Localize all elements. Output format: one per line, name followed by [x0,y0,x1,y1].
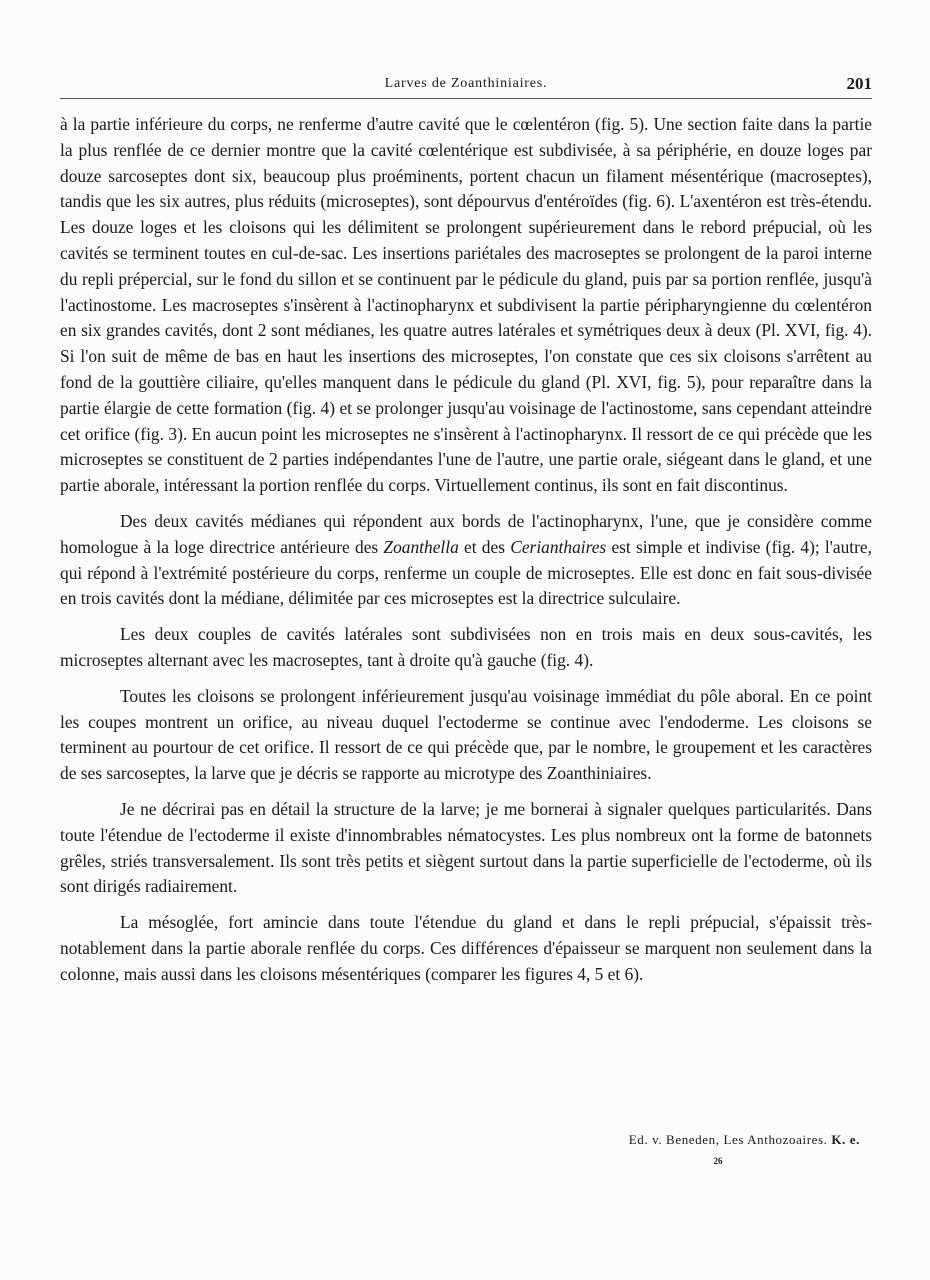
paragraph: Toutes les cloisons se prolongent inférieurement jusqu'au voisinage immédiat du pôle aboral. En ce point les coupes montrent un orifice, au niveau duquel l'ectoderme se continue avec l'endoderme. Les cloisons se terminent au pourtour de cet orifice. Il ressort de ce qui précède que, par le nombre, le groupement et les caractères de ses sarcoseptes, la larve que je décris se rapporte au microtype des Zoanthiniaires. [60,685,872,784]
page-number: 201 [846,74,872,93]
paragraph: Les deux couples de cavités latérales sont subdivisées non en trois mais en deux sous-cavités, les microseptes alternant avec les macroseptes, tant à droite qu'à gauche (fig. 4). [60,624,872,670]
paragraph: Je ne décrirai pas en détail la structure de la larve; je me bornerai à signaler quelques particularités. Dans toute l'étendue de l'ectoderme il existe d'innombrables nématocystes. Les plus nombreux ont la forme de batonnets grêles, striés transversalement. Ils sont très petits et siègent surtout dans la partie superficielle de l'ectoderme, où ils sont dirigés radiairement. [60,798,872,897]
header-rule [60,98,872,99]
footer-source: Ed. v. Beneden, Les Anthozoaires. [628,1132,832,1147]
paragraph: La mésoglée, fort amincie dans toute l'étendue du gland et dans le repli prépucial, s'épaissit très-notablement dans la partie aborale renflée du corps. Ces différences d'épaisseur se marquent non seulement dans la colonne, mais aussi dans les cloisons mésentériques (comparer les figures 4, 5 et 6). [60,912,872,984]
footer-source-line [540,1132,860,1148]
paragraph: à la partie inférieure du corps, ne renferme d'autre cavité que le cœlentéron (fig. 5). Une section faite dans la partie la plus renflée de ce dernier montre que la cavité cœlentérique est subdivisée, à sa périphérie, en douze loges par douze sarcoseptes dont six, beaucoup plus proéminents, portent chacun un filament mésentérique (macroseptes), tandis que les six autres, plus réduits (microseptes), sont dépourvus d'entéroïdes (fig. 6). L'axentéron est très-étendu. Les douze loges et les cloisons qui les délimitent se prolongent supérieurement dans le rebord prépucial, où les cavités se terminent toutes en cul-de-sac. Les insertions pariétales des macroseptes se prolongent de la paroi interne du repli prépercial, sur le fond du sillon et se continuent par le pédicule du gland, puis par sa portion renflée, jusqu'à l'actinostome. Les macroseptes s'insèrent à l'actinopharynx et subdivisent la partie péripharyngienne du cœlentéron en six grandes cavités, dont 2 sont médianes, les quatre autres latérales et symétriques deux à deux (Pl. XVI, fig. 4). Si l'on suit de même de bas en haut les insertions des microseptes, l'on constate que ces six cloisons s'arrêtent au fond de la gouttière ciliaire, qu'elles manquent dans le pédicule du gland (Pl. XVI, fig. 5), pour reparaître dans la partie élargie de cette formation (fig. 4) et se prolonger jusqu'au voisinage de l'actinostome, sans cependant atteindre cet orifice (fig. 3). En aucun point les microseptes ne s'insèrent à l'actinopharynx. Il ressort de ce qui précède que les microseptes se constituent de 2 parties indépendantes l'une de l'autre, une partie orale, siégeant dans le gland, et une partie aborale, intéressant la portion renflée du corps. Virtuellement continus, ils sont en fait discontinus. [60,114,872,496]
paragraph: Des deux cavités médianes qui répondent aux bords de l'actinopharynx, l'une, que je considère comme homologue à la loge directrice antérieure des Zoanthella et des Cerianthaires est simple et indivise (fig. 4); l'autre, qui répond à l'extrémité postérieure du corps, renferme un couple de microseptes. Elle est donc en fait sous-divisée en trois cavités dont la médiane, délimitée par ces microseptes est la directrice sulculaire. [60,510,872,609]
running-title: Larves de Zoanthiniaires. [384,76,548,91]
body-text [60,112,872,998]
running-header [60,74,872,98]
footer-mark: K. e. [831,1132,860,1147]
printer-signature: 26 [713,1156,723,1166]
